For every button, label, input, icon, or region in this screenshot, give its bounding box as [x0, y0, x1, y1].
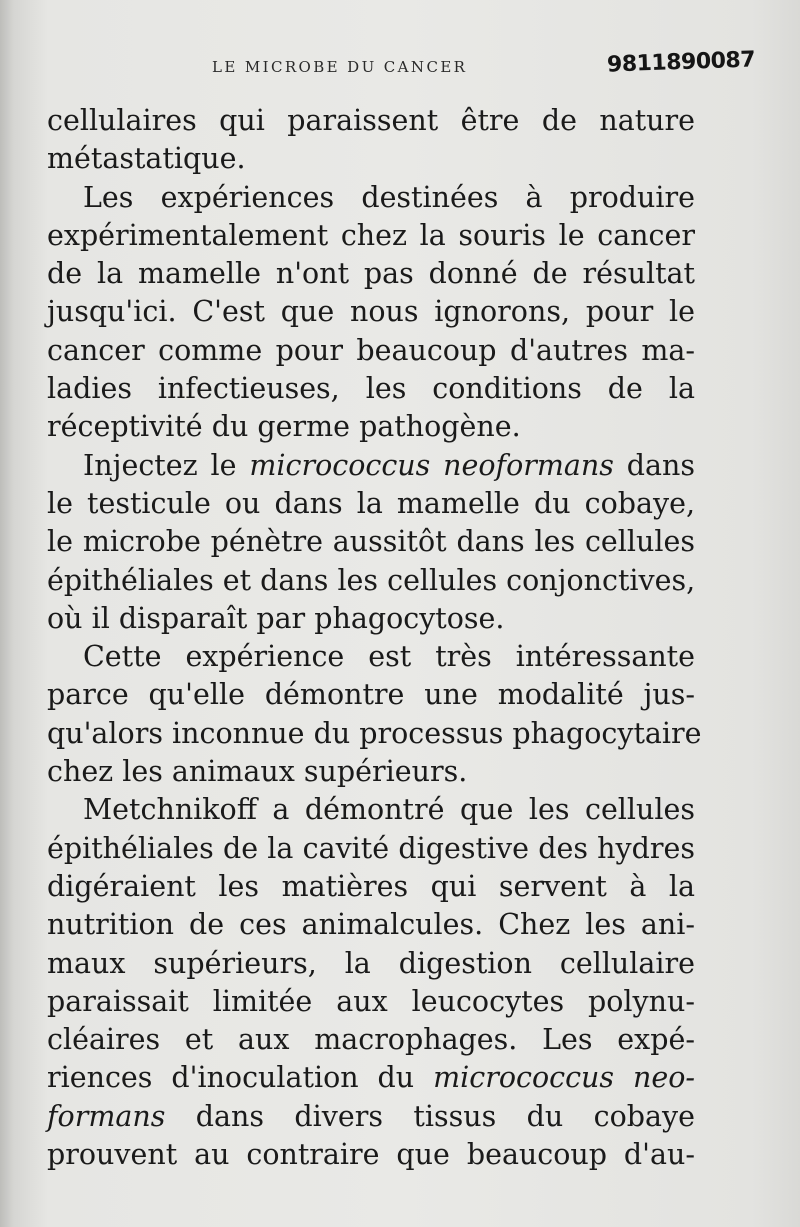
text-line: prouvent au contraire que beaucoup d'au-	[47, 1138, 695, 1172]
text-line: Injectez le micrococcus neoformans dans	[83, 448, 695, 482]
text-line: ladies infectieuses, les conditions de la	[47, 372, 695, 406]
body-text	[47, 102, 702, 1174]
text-line: le microbe pénètre aussitôt dans les cellules	[47, 525, 695, 559]
running-header	[0, 47, 800, 82]
italic-term: formans	[47, 1099, 166, 1133]
library-shelfmark: 9811890087	[606, 47, 756, 78]
text-line: chez les animaux supérieurs.	[47, 755, 468, 789]
text-line: parce qu'elle démontre une modalité jus-	[47, 678, 695, 712]
text-line: paraissait limitée aux leucocytes polynu-	[47, 984, 695, 1018]
text-line: riences d'inoculation du micrococcus neo-	[47, 1061, 696, 1095]
paragraph	[47, 102, 695, 179]
text-line: cléaires et aux macrophages. Les expé-	[47, 1023, 695, 1057]
running-title: LE MICROBE DU CANCER	[212, 58, 468, 76]
text-line: cancer comme pour beaucoup d'autres ma-	[47, 333, 695, 367]
italic-term: micrococcus neoformans	[249, 448, 614, 482]
text-line: jusqu'ici. C'est que nous ignorons, pour le	[47, 295, 695, 329]
text-line: maux supérieurs, la digestion cellulaire	[47, 946, 695, 980]
text-line: formans dans divers tissus du cobaye	[47, 1099, 695, 1133]
paragraph	[47, 791, 695, 1174]
text-line: Cette expérience est très intéressante	[83, 640, 695, 674]
text-line: réceptivité du germe pathogène.	[47, 410, 521, 444]
text-line: qu'alors inconnue du processus phagocytaire	[47, 716, 702, 750]
paragraph	[47, 179, 695, 447]
text-line: épithéliales de la cavité digestive des hydres	[47, 831, 695, 865]
text-line: où il disparaît par phagocytose.	[47, 601, 505, 635]
text-line: Les expériences destinées à produire	[83, 180, 695, 214]
text-line: de la mamelle n'ont pas donné de résultat	[47, 257, 695, 291]
text-line: métastatique.	[47, 142, 246, 176]
text-line: épithéliales et dans les cellules conjonctives,	[47, 563, 696, 597]
text-line: le testicule ou dans la mamelle du cobaye,	[47, 486, 695, 520]
text-line: expérimentalement chez la souris le cancer	[47, 218, 695, 252]
paragraph	[47, 638, 702, 791]
text-line: cellulaires qui paraissent être de nature	[47, 104, 695, 137]
text-line: Metchnikoff a démontré que les cellules	[83, 793, 695, 827]
italic-term: micrococcus neo-	[433, 1061, 696, 1095]
paragraph	[47, 447, 695, 638]
text-line: nutrition de ces animalcules. Chez les ani-	[47, 908, 695, 942]
page-gutter-shadow	[0, 0, 14, 1227]
text-line: digéraient les matières qui servent à la	[47, 869, 695, 903]
